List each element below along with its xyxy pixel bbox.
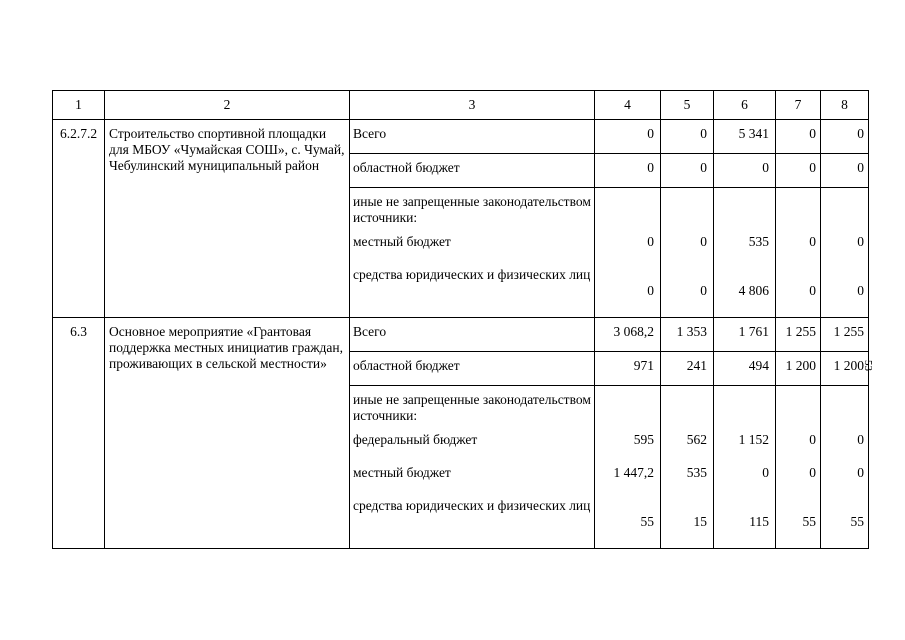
value-cell <box>776 386 821 427</box>
header-cell: 7 <box>776 91 821 120</box>
header-cell: 3 <box>350 91 595 120</box>
value-cell <box>714 188 776 229</box>
value-cell: 0 <box>776 459 821 492</box>
header-row <box>53 91 869 120</box>
value-cell: 0 <box>821 228 869 261</box>
header-cell: 4 <box>595 91 661 120</box>
header-cell: 5 <box>661 91 714 120</box>
value-cell <box>661 188 714 229</box>
value-cell: 0 <box>776 426 821 459</box>
page-number: 53 <box>862 360 874 371</box>
value-cell: 0 <box>821 459 869 492</box>
value-cell: 1 200 <box>776 352 821 386</box>
value-cell: 1 447,2 <box>595 459 661 492</box>
header-cell: 8 <box>821 91 869 120</box>
value-cell: 15 <box>661 492 714 549</box>
header-cell: 1 <box>53 91 105 120</box>
value-cell: 0 <box>714 459 776 492</box>
value-cell: 971 <box>595 352 661 386</box>
value-cell: 0 <box>776 154 821 188</box>
value-cell: 241 <box>661 352 714 386</box>
value-cell: 1 152 <box>714 426 776 459</box>
source-label: местный бюджет <box>350 228 595 261</box>
source-label: областной бюджет <box>350 154 595 188</box>
value-cell <box>821 188 869 229</box>
value-cell <box>821 386 869 427</box>
value-cell: 0 <box>661 228 714 261</box>
value-cell: 5 341 <box>714 120 776 154</box>
value-cell: 1 255 <box>776 318 821 352</box>
source-label: средства юридических и физических лиц <box>350 261 595 318</box>
value-cell: 0 <box>821 261 869 318</box>
header-cell: 2 <box>105 91 350 120</box>
budget-table <box>52 90 869 549</box>
row-code: 6.2.7.2 <box>53 120 105 318</box>
value-cell: 115 <box>714 492 776 549</box>
value-cell: 494 <box>714 352 776 386</box>
value-cell: 1 255 <box>821 318 869 352</box>
value-cell <box>595 386 661 427</box>
source-label: Всего <box>350 120 595 154</box>
value-cell: 1 761 <box>714 318 776 352</box>
value-cell: 0 <box>595 120 661 154</box>
value-cell: 562 <box>661 426 714 459</box>
value-cell: 595 <box>595 426 661 459</box>
table-row <box>53 318 869 352</box>
value-cell <box>776 188 821 229</box>
value-cell: 4 806 <box>714 261 776 318</box>
source-label: федеральный бюджет <box>350 426 595 459</box>
value-cell: 55 <box>595 492 661 549</box>
table-row <box>53 120 869 154</box>
source-label: местный бюджет <box>350 459 595 492</box>
value-cell: 0 <box>776 261 821 318</box>
value-cell: 0 <box>714 154 776 188</box>
value-cell: 55 <box>821 492 869 549</box>
value-cell: 535 <box>661 459 714 492</box>
source-label: областной бюджет <box>350 352 595 386</box>
value-cell: 535 <box>714 228 776 261</box>
value-cell: 0 <box>821 120 869 154</box>
source-label: Всего <box>350 318 595 352</box>
value-cell <box>714 386 776 427</box>
value-cell: 0 <box>821 154 869 188</box>
value-cell: 0 <box>661 261 714 318</box>
value-cell: 0 <box>661 120 714 154</box>
row-code: 6.3 <box>53 318 105 549</box>
value-cell: 0 <box>821 426 869 459</box>
value-cell: 0 <box>776 120 821 154</box>
value-cell <box>595 188 661 229</box>
value-cell: 3 068,2 <box>595 318 661 352</box>
row-name: Основное мероприятие «Грантовая поддержка местных инициатив граждан, проживающих в сельской местности» <box>105 318 350 549</box>
header-cell: 6 <box>714 91 776 120</box>
value-cell: 1 200 <box>821 352 869 386</box>
source-label: средства юридических и физических лиц <box>350 492 595 549</box>
value-cell: 0 <box>661 154 714 188</box>
row-name: Строительство спортивной площадки для МБОУ «Чумайская СОШ», с. Чумай, Чебулинский муниципальный район <box>105 120 350 318</box>
value-cell: 55 <box>776 492 821 549</box>
value-cell: 0 <box>776 228 821 261</box>
value-cell: 0 <box>595 228 661 261</box>
source-label: иные не запрещенные законодательством источники: <box>350 386 595 427</box>
value-cell: 0 <box>595 154 661 188</box>
value-cell: 0 <box>595 261 661 318</box>
source-label: иные не запрещенные законодательством источники: <box>350 188 595 229</box>
value-cell: 1 353 <box>661 318 714 352</box>
value-cell <box>661 386 714 427</box>
